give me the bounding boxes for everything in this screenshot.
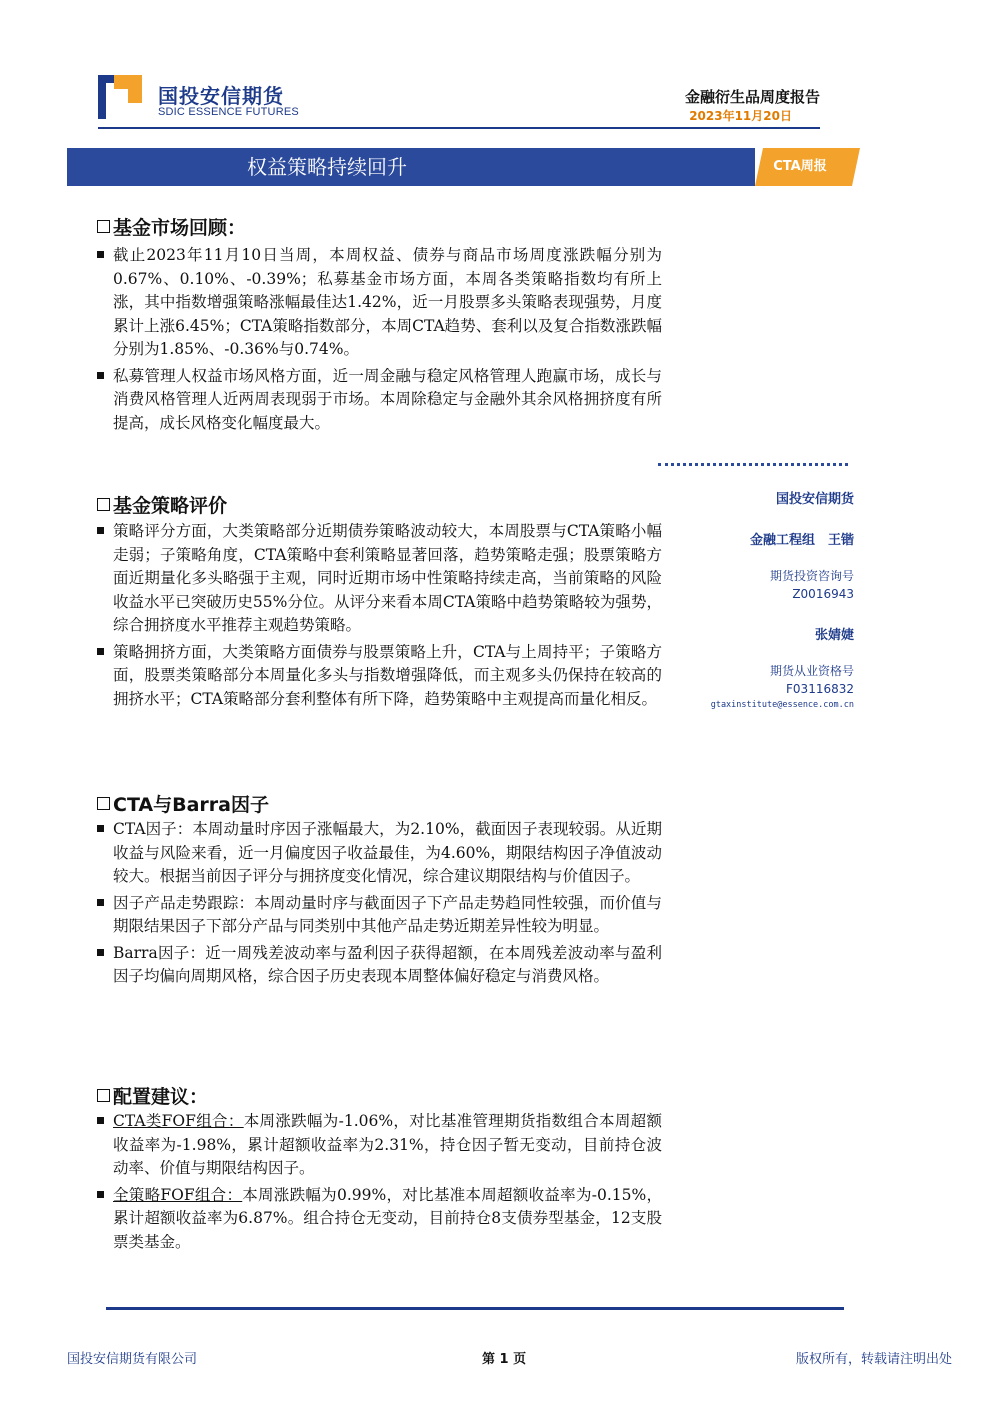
checkbox-icon bbox=[97, 498, 110, 511]
list-item: 全策略FOF组合：本周涨跌幅为0.99%，对比基准本周超额收益率为-0.15%，累计超额收益率为6.87%。组合持仓无变动，目前持仓8支债券型基金，12支股票类基金。 bbox=[97, 1184, 662, 1255]
sidebar-qualification-number: F03116832 bbox=[786, 682, 854, 696]
report-date: 2023年11月20日 bbox=[689, 109, 792, 123]
list-item: 策略拥挤方面，大类策略方面债券与股票策略上升，CTA与上周持平；子策略方面，股票类策略部分本周量化多头与指数增强降低，而主观多头仍保持在较高的拥挤水平；CTA策略部分套利整体有所下降，趋势策略中主观提高而量化相反。 bbox=[97, 641, 662, 712]
list-item: Barra因子：近一周残差波动率与盈利因子获得超额，在本周残差波动率与盈利因子均偏向周期风格，综合因子历史表现本周整体偏好稳定与消费风格。 bbox=[97, 942, 662, 989]
section-title-allocation: 配置建议： bbox=[97, 1082, 208, 1109]
cta-barra-list bbox=[97, 818, 662, 992]
company-logo-english: SDIC ESSENCE FUTURES bbox=[158, 106, 299, 118]
list-item: 策略评分方面，大类策略部分近期债券策略波动较大，本周股票与CTA策略小幅走弱；子策略角度，CTA策略中套利策略显著回落，趋势策略走强；股票策略方面近期量化多头略强于主观，同时近期市场中性策略持续走高，当前策略的风险收益水平已突破历史55%分位。从评分来看本周CTA策略中趋势策略较为强势，综合拥挤度水平推荐主观趋势策略。 bbox=[97, 520, 662, 638]
bullet-icon bbox=[97, 899, 104, 906]
checkbox-icon bbox=[97, 1089, 110, 1102]
sidebar-analyst-2: 张婧婕 bbox=[814, 628, 854, 643]
list-item: 截止2023年11月10日当周，本周权益、债券与商品市场周度涨跌幅分别为0.67%、0.10%、-0.39%；私募基金市场方面，本周各类策略指数均有所上涨，其中指数增强策略涨幅最佳达1.42%，近一月股票多头策略表现强势，月度累计上涨6.45%；CTA策略指数部分，本周CTA趋势、套利以及复合指数涨跌幅分别为1.85%、-0.36%与0.74%。 bbox=[97, 244, 662, 362]
sidebar-email[interactable]: gtaxinstitute@essence.com.cn bbox=[710, 700, 854, 710]
page-number: 第 1 页 bbox=[482, 1352, 527, 1367]
portfolio-label: 全策略FOF组合： bbox=[113, 1185, 243, 1204]
report-title: 权益策略持续回升 bbox=[247, 155, 407, 179]
list-item: 因子产品走势跟踪：本周动量时序与截面因子下产品走势趋同性较强，而价值与期限结果因子下部分产品与同类别中其他产品走势近期差异性较为明显。 bbox=[97, 892, 662, 939]
report-type: 金融衍生品周度报告 bbox=[684, 88, 820, 106]
sidebar-consult-number: Z0016943 bbox=[792, 587, 854, 601]
market-review-list bbox=[97, 244, 662, 438]
company-logo-icon bbox=[98, 75, 142, 119]
company-logo-chinese: 国投安信期货 bbox=[158, 84, 284, 108]
bullet-icon bbox=[97, 527, 104, 534]
sidebar-divider bbox=[658, 463, 848, 466]
bullet-icon bbox=[97, 1191, 104, 1198]
bullet-icon bbox=[97, 251, 104, 258]
list-item: CTA因子：本周动量时序因子涨幅最大，为2.10%，截面因子表现较弱。从近期收益与风险来看，近一月偏度因子收益最佳，为4.60%，期限结构因子净值波动较大。根据当前因子评分与拥挤度变化情况，综合建议期限结构与价值因子。 bbox=[97, 818, 662, 889]
section-title-market-review: 基金市场回顾： bbox=[97, 213, 246, 240]
header-divider bbox=[98, 127, 820, 129]
sidebar-qualification-label: 期货从业资格号 bbox=[769, 664, 854, 678]
section-title-strategy-evaluation: 基金策略评价 bbox=[97, 491, 227, 518]
allocation-list bbox=[97, 1110, 662, 1257]
list-item: 私募管理人权益市场风格方面，近一周金融与稳定风格管理人跑赢市场，成长与消费风格管理人近两周表现弱于市场。本周除稳定与金融外其余风格拥挤度有所提高，成长风格变化幅度最大。 bbox=[97, 365, 662, 436]
portfolio-label: CTA类FOF组合： bbox=[113, 1112, 244, 1130]
sidebar-consult-label: 期货投资咨询号 bbox=[769, 569, 854, 583]
footer-copyright: 版权所有，转载请注明出处 bbox=[795, 1352, 952, 1367]
sidebar-analyst-group: 金融工程组 王锴 bbox=[749, 533, 854, 548]
list-item: CTA类FOF组合：本周涨跌幅为-1.06%，对比基准管理期货指数组合本周超额收益率为-1.98%，累计超额收益率为2.31%，持仓因子暂无变动，目前持仓波动率、价值与期限结构因子。 bbox=[97, 1110, 662, 1181]
bullet-icon bbox=[97, 1117, 104, 1124]
section-title-cta-barra: CTA与Barra因子 bbox=[97, 790, 269, 817]
bullet-icon bbox=[97, 825, 104, 832]
checkbox-icon bbox=[97, 797, 110, 810]
bullet-icon bbox=[97, 648, 104, 655]
report-tag-label: CTA周报 bbox=[773, 159, 827, 174]
bullet-icon bbox=[97, 949, 104, 956]
checkbox-icon bbox=[97, 220, 110, 233]
footer-divider bbox=[106, 1307, 844, 1310]
sidebar-company: 国投安信期货 bbox=[775, 492, 854, 507]
footer-company: 国投安信期货有限公司 bbox=[67, 1352, 198, 1367]
strategy-evaluation-list bbox=[97, 520, 662, 714]
bullet-icon bbox=[97, 372, 104, 379]
